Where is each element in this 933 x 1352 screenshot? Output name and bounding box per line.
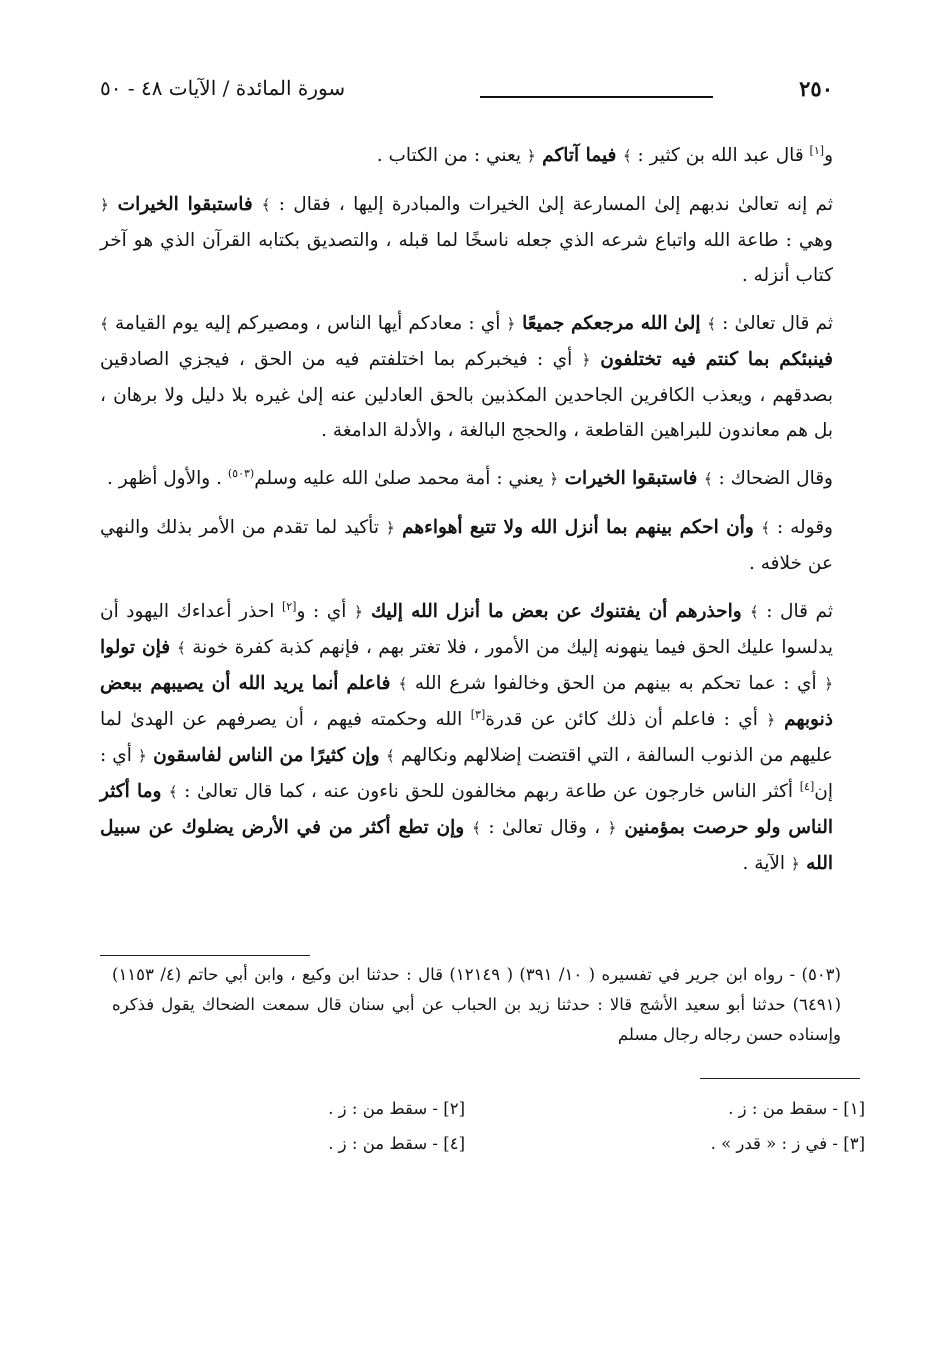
- text-run: ، وقال تعالىٰ :: [480, 817, 608, 838]
- ornate-bracket-icon: ﴿: [581, 351, 591, 369]
- ornate-bracket-icon: ﴾: [703, 470, 713, 488]
- ornate-bracket-icon: ﴿: [824, 675, 833, 693]
- quote-text: وإن تطع أكثر من في الأرض يضلوك عن سبيل الله: [100, 817, 833, 874]
- note-marker: [٤]: [799, 779, 815, 793]
- ornate-bracket-icon: ﴿: [137, 747, 147, 765]
- text-run: ثم قال :: [758, 601, 833, 622]
- note-text: سقط من : ز .: [328, 1134, 428, 1153]
- quote-text: وأن احكم بينهم بما أنزل الله ولا تتبع أهواءهم: [402, 517, 754, 538]
- ornate-bracket-icon: ﴿: [607, 819, 617, 837]
- ornate-bracket-icon: ﴾: [386, 747, 395, 765]
- text-run: احذر أعداءك اليهود أن يدلسوا عليك الحق فيما ينهونه إليك من الأمور ، فلا تغتر بهم ، فإنهم كذبة كفرة خونة: [100, 601, 834, 658]
- note-1: [728, 1094, 865, 1124]
- ornate-bracket-icon: ﴾: [168, 783, 178, 801]
- text-run: أي : عما تحكم به بينهم من الحق وخالفوا شرع الله: [407, 673, 825, 694]
- ornate-bracket-icon: ﴾: [100, 315, 109, 333]
- ornate-bracket-icon: ﴿: [790, 855, 800, 873]
- text-run: ثم قال تعالىٰ :: [716, 313, 833, 334]
- note-text: سقط من : ز .: [328, 1099, 428, 1118]
- notes-rule: [700, 1078, 860, 1079]
- text-run: أي : فيخبركم بما اختلفتم فيه من الحق ، فيجزي الصادقين بصدقهم ، ويعذب الكافرين الجاحدين المكذبين بالحق العادلين عنه إلىٰ غيره بلا دليل ولا برهان ، بل هم معاندون للبراهين القاطعة ، والحجج البالغة ، والأدلة الدامغة .: [100, 349, 833, 441]
- note-number: [٤] -: [432, 1134, 465, 1153]
- text-run: تأكيد لما تقدم من الأمر بذلك والنهي عن خلافه .: [100, 517, 833, 574]
- running-title: سورة المائدة / الآيات ٤٨ - ٥٠: [100, 76, 346, 100]
- ornate-bracket-icon: ﴿: [766, 711, 776, 729]
- ornate-bracket-icon: ﴾: [177, 639, 186, 657]
- ornate-bracket-icon: ﴾: [398, 675, 408, 693]
- text-run: . والأول أظهر .: [106, 468, 228, 489]
- paragraph-6: [100, 594, 833, 882]
- footnote-marker: (٥٠٣): [227, 466, 255, 480]
- quote-text: إلىٰ الله مرجعكم جميعًا: [522, 313, 701, 334]
- page-number: ٢٥٠: [799, 76, 833, 101]
- paragraph-3: [100, 306, 833, 448]
- text-run: وهي : طاعة الله واتباع شرعه الذي جعله ناسخًا لما قبله ، والتصديق بكتابه القرآن الذي هو آخر كتاب أنزله .: [100, 230, 833, 286]
- note-4: [328, 1129, 465, 1159]
- quran-quote: [354, 601, 759, 622]
- quote-text: فاستبقوا الخيرات: [117, 194, 253, 215]
- text-run: وقوله :: [770, 517, 833, 538]
- quote-text: واحذرهم أن يفتنوك عن بعض ما أنزل الله إليك: [370, 601, 742, 622]
- paragraph-1: [100, 138, 833, 174]
- paragraph-2: [100, 187, 833, 293]
- ornate-bracket-icon: ﴾: [761, 519, 771, 537]
- quote-text: فإن تولوا: [100, 637, 171, 658]
- text-run: أكثر الناس خارجون عن طاعة ربهم مخالفون للحق ناءون عنه ، كما قال تعالىٰ :: [177, 781, 800, 802]
- text-run: وقال الضحاك :: [712, 468, 833, 489]
- page-header: [100, 76, 833, 110]
- note-marker: [٢]: [281, 599, 297, 613]
- quote-text: فاعلم أنما يريد الله أن يصيبهم ببعض ذنوبهم: [100, 673, 833, 730]
- ornate-bracket-icon: ﴿: [100, 196, 109, 214]
- quran-quote: [100, 194, 270, 215]
- ornate-bracket-icon: ﴾: [749, 603, 759, 621]
- quran-quote: [386, 517, 770, 538]
- text-run: يعني : من الكتاب .: [376, 145, 527, 166]
- note-text: في ز : « قدر » .: [710, 1134, 828, 1153]
- quote-text: وإن كثيرًا من الناس لفاسقون: [153, 745, 380, 766]
- ornate-bracket-icon: ﴿: [385, 519, 395, 537]
- quran-quote: [527, 145, 632, 166]
- text-run: أي : فاعلم أن ذلك كائن عن قدرة: [485, 709, 767, 730]
- text-run: أي : إن: [100, 745, 833, 802]
- ornate-bracket-icon: ﴿: [506, 315, 516, 333]
- note-text: سقط من : ز .: [728, 1099, 828, 1118]
- ornate-bracket-icon: ﴾: [261, 196, 271, 214]
- ornate-bracket-icon: ﴿: [354, 603, 363, 621]
- footnote-503: (٥٠٣) - رواه ابن جرير في تفسيره ( ١٠/ ٣٩١) ( ١٢١٤٩) قال : حدثنا ابن وكيع ، وابن أبي حاتم (٤/ ١١٥٣) (٦٤٩١) حدثنا أبو سعيد الأشج قالا : حدثنا زيد بن الحباب عن أبي سنان قال سمعت الضحاك يقول فذكره وإسناده حسن رجاله رجال مسلم: [112, 965, 841, 1044]
- ornate-bracket-icon: ﴾: [622, 147, 632, 165]
- text-run: قال عبد الله بن كثير :: [631, 145, 810, 166]
- footnote-rule: [100, 955, 310, 956]
- text-run: أي : معادكم أيها الناس ، ومصيركم إليه يوم القيامة: [108, 313, 507, 334]
- quote-text: فينبئكم بما كنتم فيه تختلفون: [600, 349, 833, 370]
- note-marker: [٣]: [470, 707, 486, 721]
- text-run: و: [824, 145, 833, 166]
- note-number: [٢] -: [432, 1099, 465, 1118]
- note-number: [١] -: [832, 1099, 865, 1118]
- quran-quote: [549, 468, 712, 489]
- paragraph-4: [100, 461, 833, 497]
- ornate-bracket-icon: ﴾: [472, 819, 481, 837]
- text-run: الآية .: [742, 853, 791, 874]
- main-text: [100, 138, 833, 895]
- quote-text: وما أكثر الناس ولو حرصت بمؤمنين: [100, 781, 833, 838]
- note-number: [٣] -: [832, 1134, 865, 1153]
- note-2: [328, 1094, 465, 1124]
- note-3: [711, 1129, 865, 1159]
- quote-text: فاستبقوا الخيرات: [564, 468, 698, 489]
- paragraph-5: [100, 510, 833, 581]
- text-run: الله وحكمته فيهم ، أن يصرفهم عن الهدىٰ لما عليهم من الذنوب السالفة ، التي اقتضت إضلالهم ونكالهم: [100, 709, 833, 766]
- ornate-bracket-icon: ﴾: [707, 315, 717, 333]
- text-run: يعني : أمة محمد صلىٰ الله عليه وسلم: [254, 468, 550, 489]
- ornate-bracket-icon: ﴿: [549, 470, 559, 488]
- text-run: ثم إنه تعالىٰ ندبهم إلىٰ المسارعة إلىٰ الخيرات والمبادرة إليها ، فقال :: [270, 194, 833, 215]
- quran-quote: [507, 313, 716, 334]
- note-marker: [١]: [809, 143, 825, 157]
- header-rule: [480, 96, 713, 98]
- ornate-bracket-icon: ﴿: [526, 147, 536, 165]
- text-run: أي : و: [296, 601, 355, 622]
- quran-quote: [138, 745, 395, 766]
- quote-text: فيما آتاكم: [542, 145, 617, 166]
